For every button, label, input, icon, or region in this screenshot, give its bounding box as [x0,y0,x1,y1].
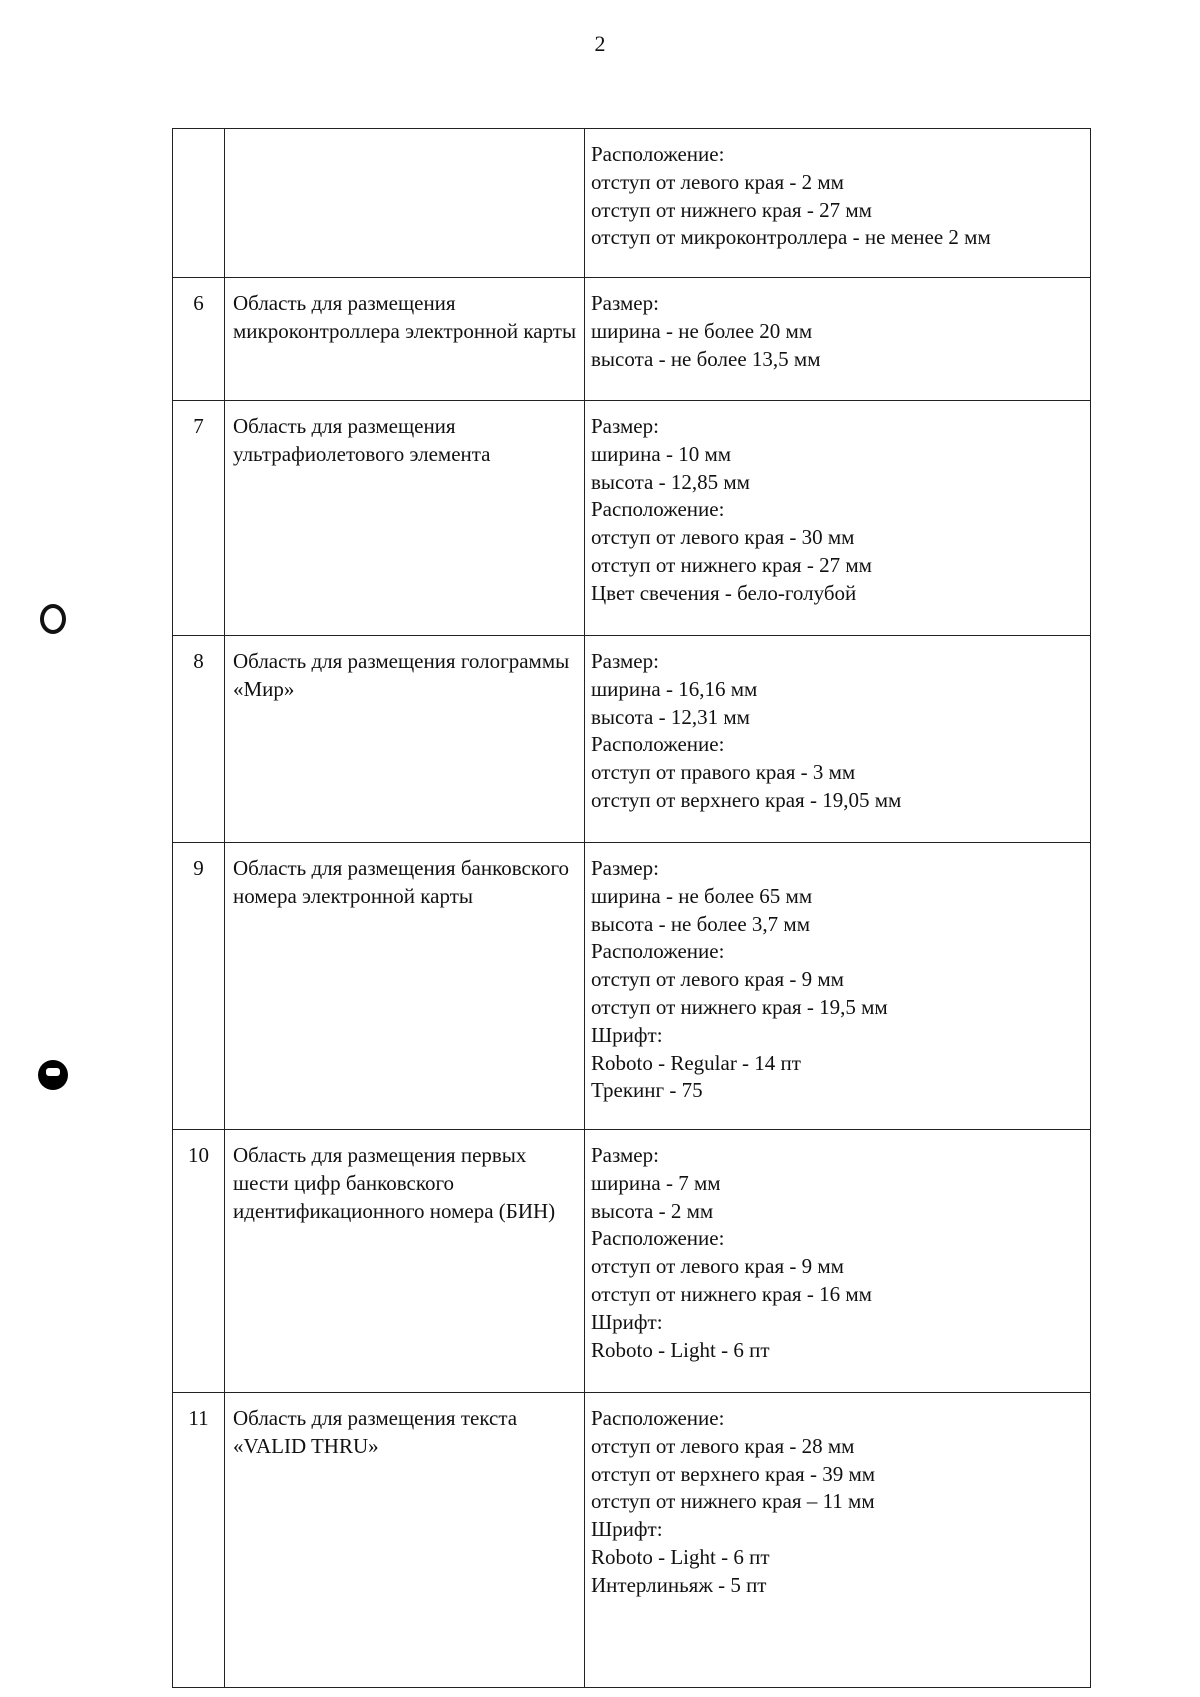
area-spec-cell [585,1393,1091,1688]
table-row [173,1393,1091,1688]
spec-line: Roboto - Regular - 14 пт [591,1050,801,1075]
table-row [173,278,1091,401]
spec-line: Размер: [591,856,659,880]
spec-line: Размер: [591,414,659,438]
row-number: 9 [173,843,225,1130]
spec-line: высота - 12,31 мм [591,704,750,729]
spec-line: Размер: [591,1143,659,1167]
spec-line: отступ от левого края - 9 мм [591,967,844,992]
spec-line: Шрифт: [591,1022,663,1047]
spec-line: Roboto - Light - 6 пт [591,1544,770,1569]
table-row [173,1130,1091,1393]
spec-line: Расположение: [591,939,725,964]
spec-line: ширина - 7 мм [591,1170,721,1195]
area-name: Область для размещения текста «VALID THRU» [233,1406,518,1458]
spec-line: Расположение: [591,497,725,522]
spec-line: Расположение: [591,732,725,757]
spec-line: Расположение: [591,1226,725,1251]
row-number: 8 [173,636,225,843]
spec-line: отступ от нижнего края - 27 мм [591,552,872,577]
row-number: 11 [173,1393,225,1688]
spec-line: отступ от правого края - 3 мм [591,760,856,785]
area-spec-cell [585,401,1091,636]
spec-line: отступ от левого края - 28 мм [591,1433,855,1458]
spec-line: отступ от левого края - 30 мм [591,525,855,550]
spec-line: Расположение: [591,1406,725,1430]
area-name-cell [225,636,585,843]
area-name: Область для размещения ультрафиолетового элемента [233,414,491,466]
spec-line: отступ от левого края - 2 мм [591,169,844,194]
spec-line: высота - 12,85 мм [591,469,750,494]
page-number: 2 [594,31,606,56]
spec-line: ширина - не более 65 мм [591,883,813,908]
specification-table [172,128,1091,1688]
area-name-cell [225,401,585,636]
area-spec-cell [585,1130,1091,1393]
spec-line: отступ от левого края - 9 мм [591,1254,844,1279]
area-name-cell [225,129,585,278]
spec-line: отступ от нижнего края - 19,5 мм [591,994,888,1019]
area-name: Область для размещения банковского номера электронной карты [233,856,570,908]
spec-line: Шрифт: [591,1309,663,1334]
table-row [173,129,1091,278]
spec-line: Шрифт: [591,1517,663,1542]
spec-line: отступ от нижнего края - 16 мм [591,1281,872,1306]
spec-line: Цвет свечения - бело-голубой [591,580,857,605]
spec-line: отступ от нижнего края – 11 мм [591,1489,875,1514]
table-row [173,401,1091,636]
spec-line: Интерлиньяж - 5 пт [591,1572,767,1597]
spec-line: отступ от нижнего края - 27 мм [591,197,872,222]
spec-line: ширина - 10 мм [591,441,732,466]
table-row [173,636,1091,843]
spec-line: высота - 2 мм [591,1198,714,1223]
area-spec-cell [585,278,1091,401]
area-name-cell [225,843,585,1130]
row-number: 10 [173,1130,225,1393]
area-name: Область для размещения первых шести цифр банковского идентификационного номера (БИН) [233,1143,556,1223]
area-name: Область для размещения голограммы «Мир» [233,649,570,701]
spec-line: ширина - 16,16 мм [591,676,758,701]
area-spec-cell [585,843,1091,1130]
spec-line: отступ от верхнего края - 19,05 мм [591,787,902,812]
spec-line: высота - не более 3,7 мм [591,911,810,936]
spec-line: ширина - не более 20 мм [591,318,813,343]
area-name-cell [225,278,585,401]
table-row [173,843,1091,1130]
spec-line: Расположение: [591,142,725,166]
area-spec-cell [585,636,1091,843]
spec-line: Трекинг - 75 [591,1078,703,1103]
area-spec-cell [585,129,1091,278]
punch-hole-mark [38,1060,68,1090]
spec-line: высота - не более 13,5 мм [591,346,821,371]
row-number [173,129,225,278]
spec-line: Размер: [591,291,659,315]
spec-line: Roboto - Light - 6 пт [591,1337,770,1362]
spec-line: отступ от микроконтроллера - не менее 2 мм [591,225,991,250]
punch-hole-mark [40,604,66,634]
spec-line: отступ от верхнего края - 39 мм [591,1461,876,1486]
area-name-cell [225,1130,585,1393]
area-name-cell [225,1393,585,1688]
spec-line: Размер: [591,649,659,673]
row-number: 7 [173,401,225,636]
area-name: Область для размещения микроконтроллера электронной карты [233,291,577,343]
row-number: 6 [173,278,225,401]
